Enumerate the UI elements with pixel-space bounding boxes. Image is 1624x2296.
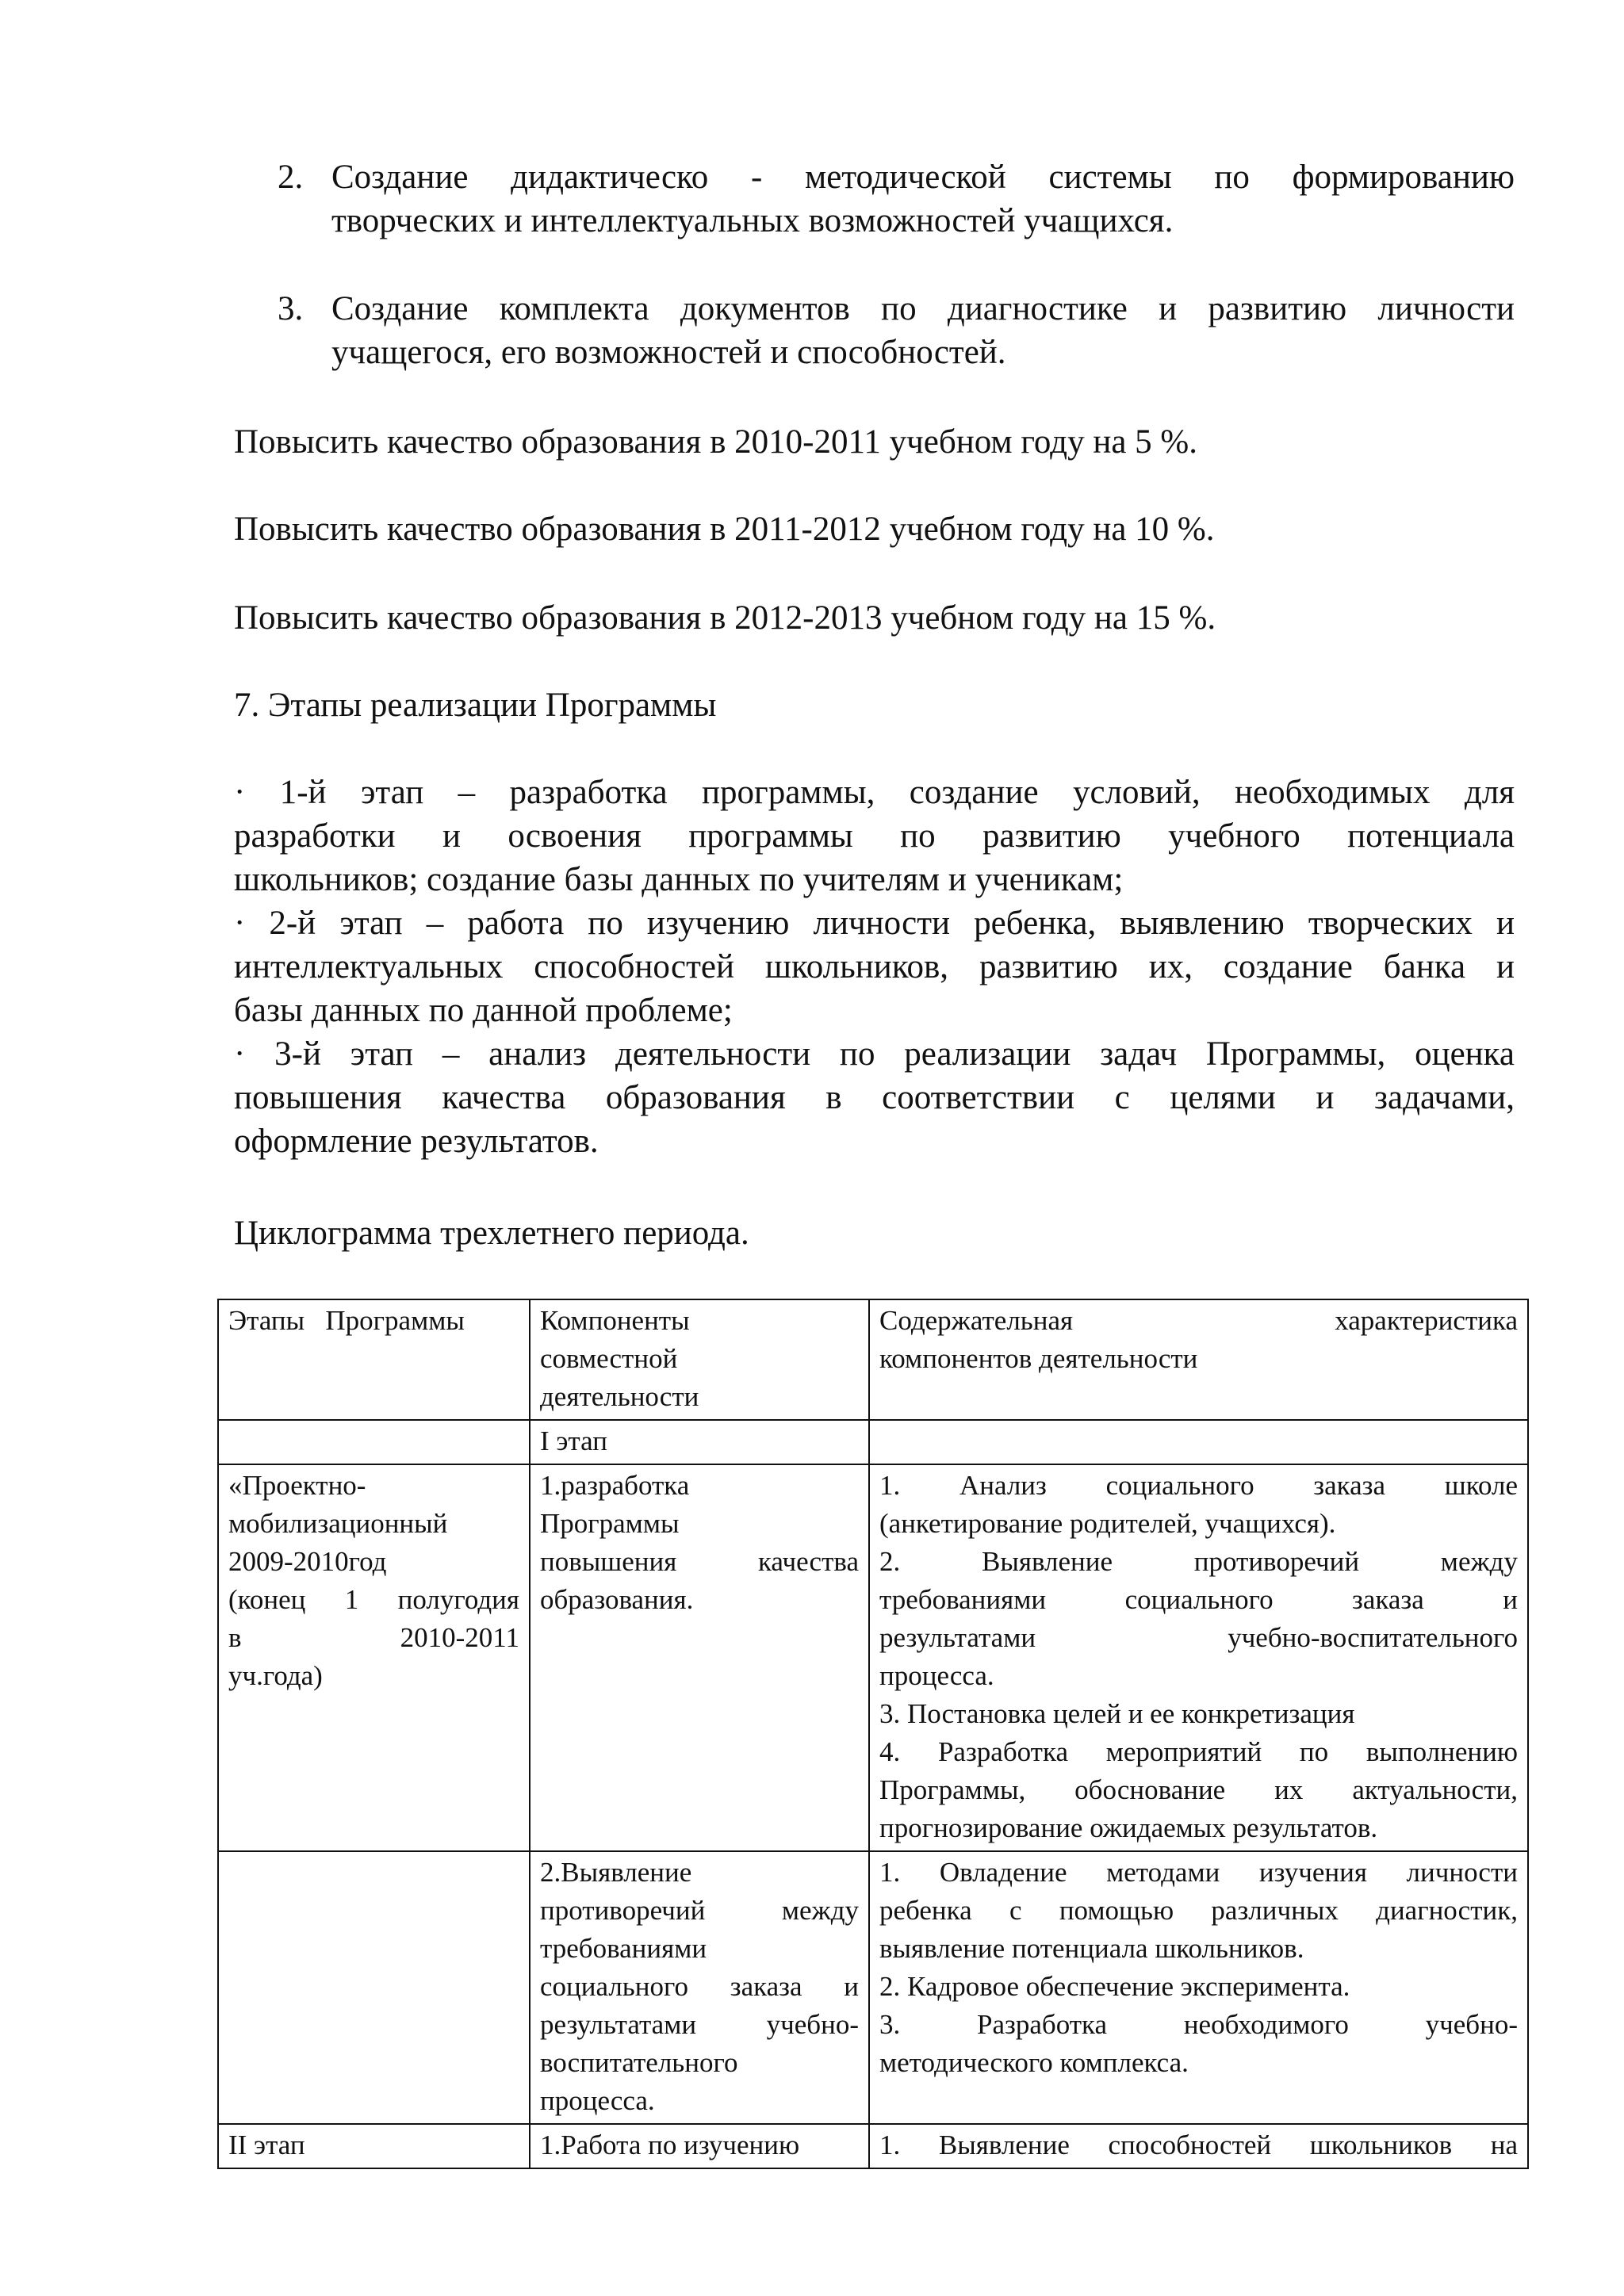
table-row <box>218 1420 1528 1464</box>
list-line: Создание комплекта документов по диагностике и развитию личности <box>331 290 1515 327</box>
table-cell <box>218 2124 530 2168</box>
cell-line: 1.разработка <box>540 1470 690 1501</box>
stages-paragraph <box>234 771 1515 1163</box>
table-cell <box>218 1299 530 1420</box>
cell-line: компонентов деятельности <box>879 1343 1198 1374</box>
table-cell <box>869 1851 1528 2124</box>
cell-line: ребенка с помощью различных диагностик, <box>879 1895 1518 1926</box>
cell-line: 3. Постановка целей и ее конкретизация <box>879 1698 1355 1729</box>
table-cell <box>530 2124 869 2168</box>
table-cell <box>530 1299 869 1420</box>
cell-line: повышения качества <box>540 1546 859 1577</box>
cell-line: требованиями <box>540 1933 707 1964</box>
cell-line: 1. Анализ социального заказа школе <box>879 1470 1518 1501</box>
cell-line: 2. Кадровое обеспечение эксперимента. <box>879 1971 1350 2002</box>
list-number: 2. <box>278 159 304 196</box>
cell-line: мобилизационный <box>228 1508 448 1539</box>
cell-line: совместной <box>540 1343 678 1374</box>
stage-label: I этап <box>540 1425 607 1456</box>
cell-line: воспитательного <box>540 2047 738 2078</box>
table-cell <box>869 1299 1528 1420</box>
cell-line: противоречий между <box>540 1895 859 1926</box>
cell-line: социального заказа и <box>540 1971 859 2002</box>
cell-line: 1.Работа по изучению <box>540 2130 800 2160</box>
cell-line: Программы <box>540 1508 680 1539</box>
cell-line: требованиями социального заказа и <box>879 1584 1518 1615</box>
goal-paragraph: Повысить качество образования в 2011-2012 учебном году на 10 %. <box>234 511 1215 548</box>
cell-line: 1. Выявление способностей школьников на <box>879 2130 1518 2160</box>
cell-line: образования. <box>540 1584 694 1615</box>
cell-line: 1. Овладение методами изучения личности <box>879 1857 1518 1888</box>
table-row <box>218 1851 1528 2124</box>
cell-line: «Проектно- <box>228 1470 366 1501</box>
table-cell <box>218 1851 530 2124</box>
list-number: 3. <box>278 290 304 327</box>
stages-line: интеллектуальных способностей школьников, развитию их, создание банка и <box>234 948 1515 985</box>
stages-line: базы данных по данной проблеме; <box>234 992 733 1029</box>
table-row <box>218 2124 1528 2168</box>
stages-line: оформление результатов. <box>234 1123 599 1160</box>
list-item <box>278 287 1515 374</box>
list-line: Создание дидактическо - методической системы по формированию <box>331 159 1515 196</box>
cell-line: результатами учебно- <box>540 2009 859 2040</box>
cell-line: 4. Разработка мероприятий по выполнению <box>879 1736 1518 1767</box>
goal-paragraph: Повысить качество образования в 2010-2011 учебном году на 5 %. <box>234 423 1197 461</box>
list-line: учащегося, его возможностей и способностей. <box>331 334 1006 371</box>
cell-line: прогнозирование ожидаемых результатов. <box>879 1812 1378 1843</box>
stages-line: разработки и освоения программы по развитию учебного потенциала <box>234 817 1515 855</box>
stage-label: II этап <box>228 2130 305 2160</box>
cell-line: 2.Выявление <box>540 1857 692 1888</box>
table-header-row <box>218 1299 1528 1420</box>
list-text <box>331 155 1515 243</box>
cell-line: 2009-2010год <box>228 1546 387 1577</box>
section-heading: 7. Этапы реализации Программы <box>234 687 717 724</box>
cyclogram-table <box>217 1299 1529 2169</box>
cell-line: (анкетирование родителей, учащихся). <box>879 1508 1336 1539</box>
table-cell <box>869 1464 1528 1851</box>
list-item <box>278 155 1515 243</box>
cell-line: процесса. <box>540 2085 655 2116</box>
table-row <box>218 1464 1528 1851</box>
cell-line: Программы, обоснование их актуальности, <box>879 1774 1518 1805</box>
cell-line: (конец 1 полугодия <box>228 1584 519 1615</box>
table-cell <box>869 2124 1528 2168</box>
cell-line: Этапы Программы <box>228 1305 465 1336</box>
stages-line: · 2-й этап – работа по изучению личности ребенка, выявлению творческих и <box>234 905 1515 942</box>
table-caption: Циклограмма трехлетнего периода. <box>234 1215 749 1252</box>
list-text <box>331 287 1515 374</box>
table-cell <box>218 1420 530 1464</box>
table-cell <box>530 1851 869 2124</box>
cell-line: в 2010-2011 <box>228 1622 519 1653</box>
stages-line: · 3-й этап – анализ деятельности по реализации задач Программы, оценка <box>234 1035 1515 1073</box>
goal-paragraph: Повысить качество образования в 2012-2013 учебном году на 15 %. <box>234 599 1216 637</box>
cell-line: методического комплекса. <box>879 2047 1189 2078</box>
table-cell <box>530 1420 869 1464</box>
cell-line: уч.года) <box>228 1660 323 1691</box>
cell-line: выявление потенциала школьников. <box>879 1933 1304 1964</box>
cell-line: результатами учебно-воспитательного <box>879 1622 1518 1653</box>
table-cell <box>869 1420 1528 1464</box>
cell-line: 2. Выявление противоречий между <box>879 1546 1518 1577</box>
cell-line: деятельности <box>540 1381 699 1412</box>
table-cell <box>530 1464 869 1851</box>
stages-line: повышения качества образования в соответствии с целями и задачами, <box>234 1079 1515 1116</box>
cell-line: Компоненты <box>540 1305 690 1336</box>
cell-line: 3. Разработка необходимого учебно- <box>879 2009 1518 2040</box>
table-cell <box>218 1464 530 1851</box>
stages-line: школьников; создание базы данных по учителям и ученикам; <box>234 861 1124 898</box>
list-line: творческих и интеллектуальных возможностей учащихся. <box>331 202 1174 239</box>
cell-line: Содержательная характеристика <box>879 1305 1518 1336</box>
cell-line: процесса. <box>879 1660 994 1691</box>
stages-line: · 1-й этап – разработка программы, создание условий, необходимых для <box>234 774 1515 811</box>
